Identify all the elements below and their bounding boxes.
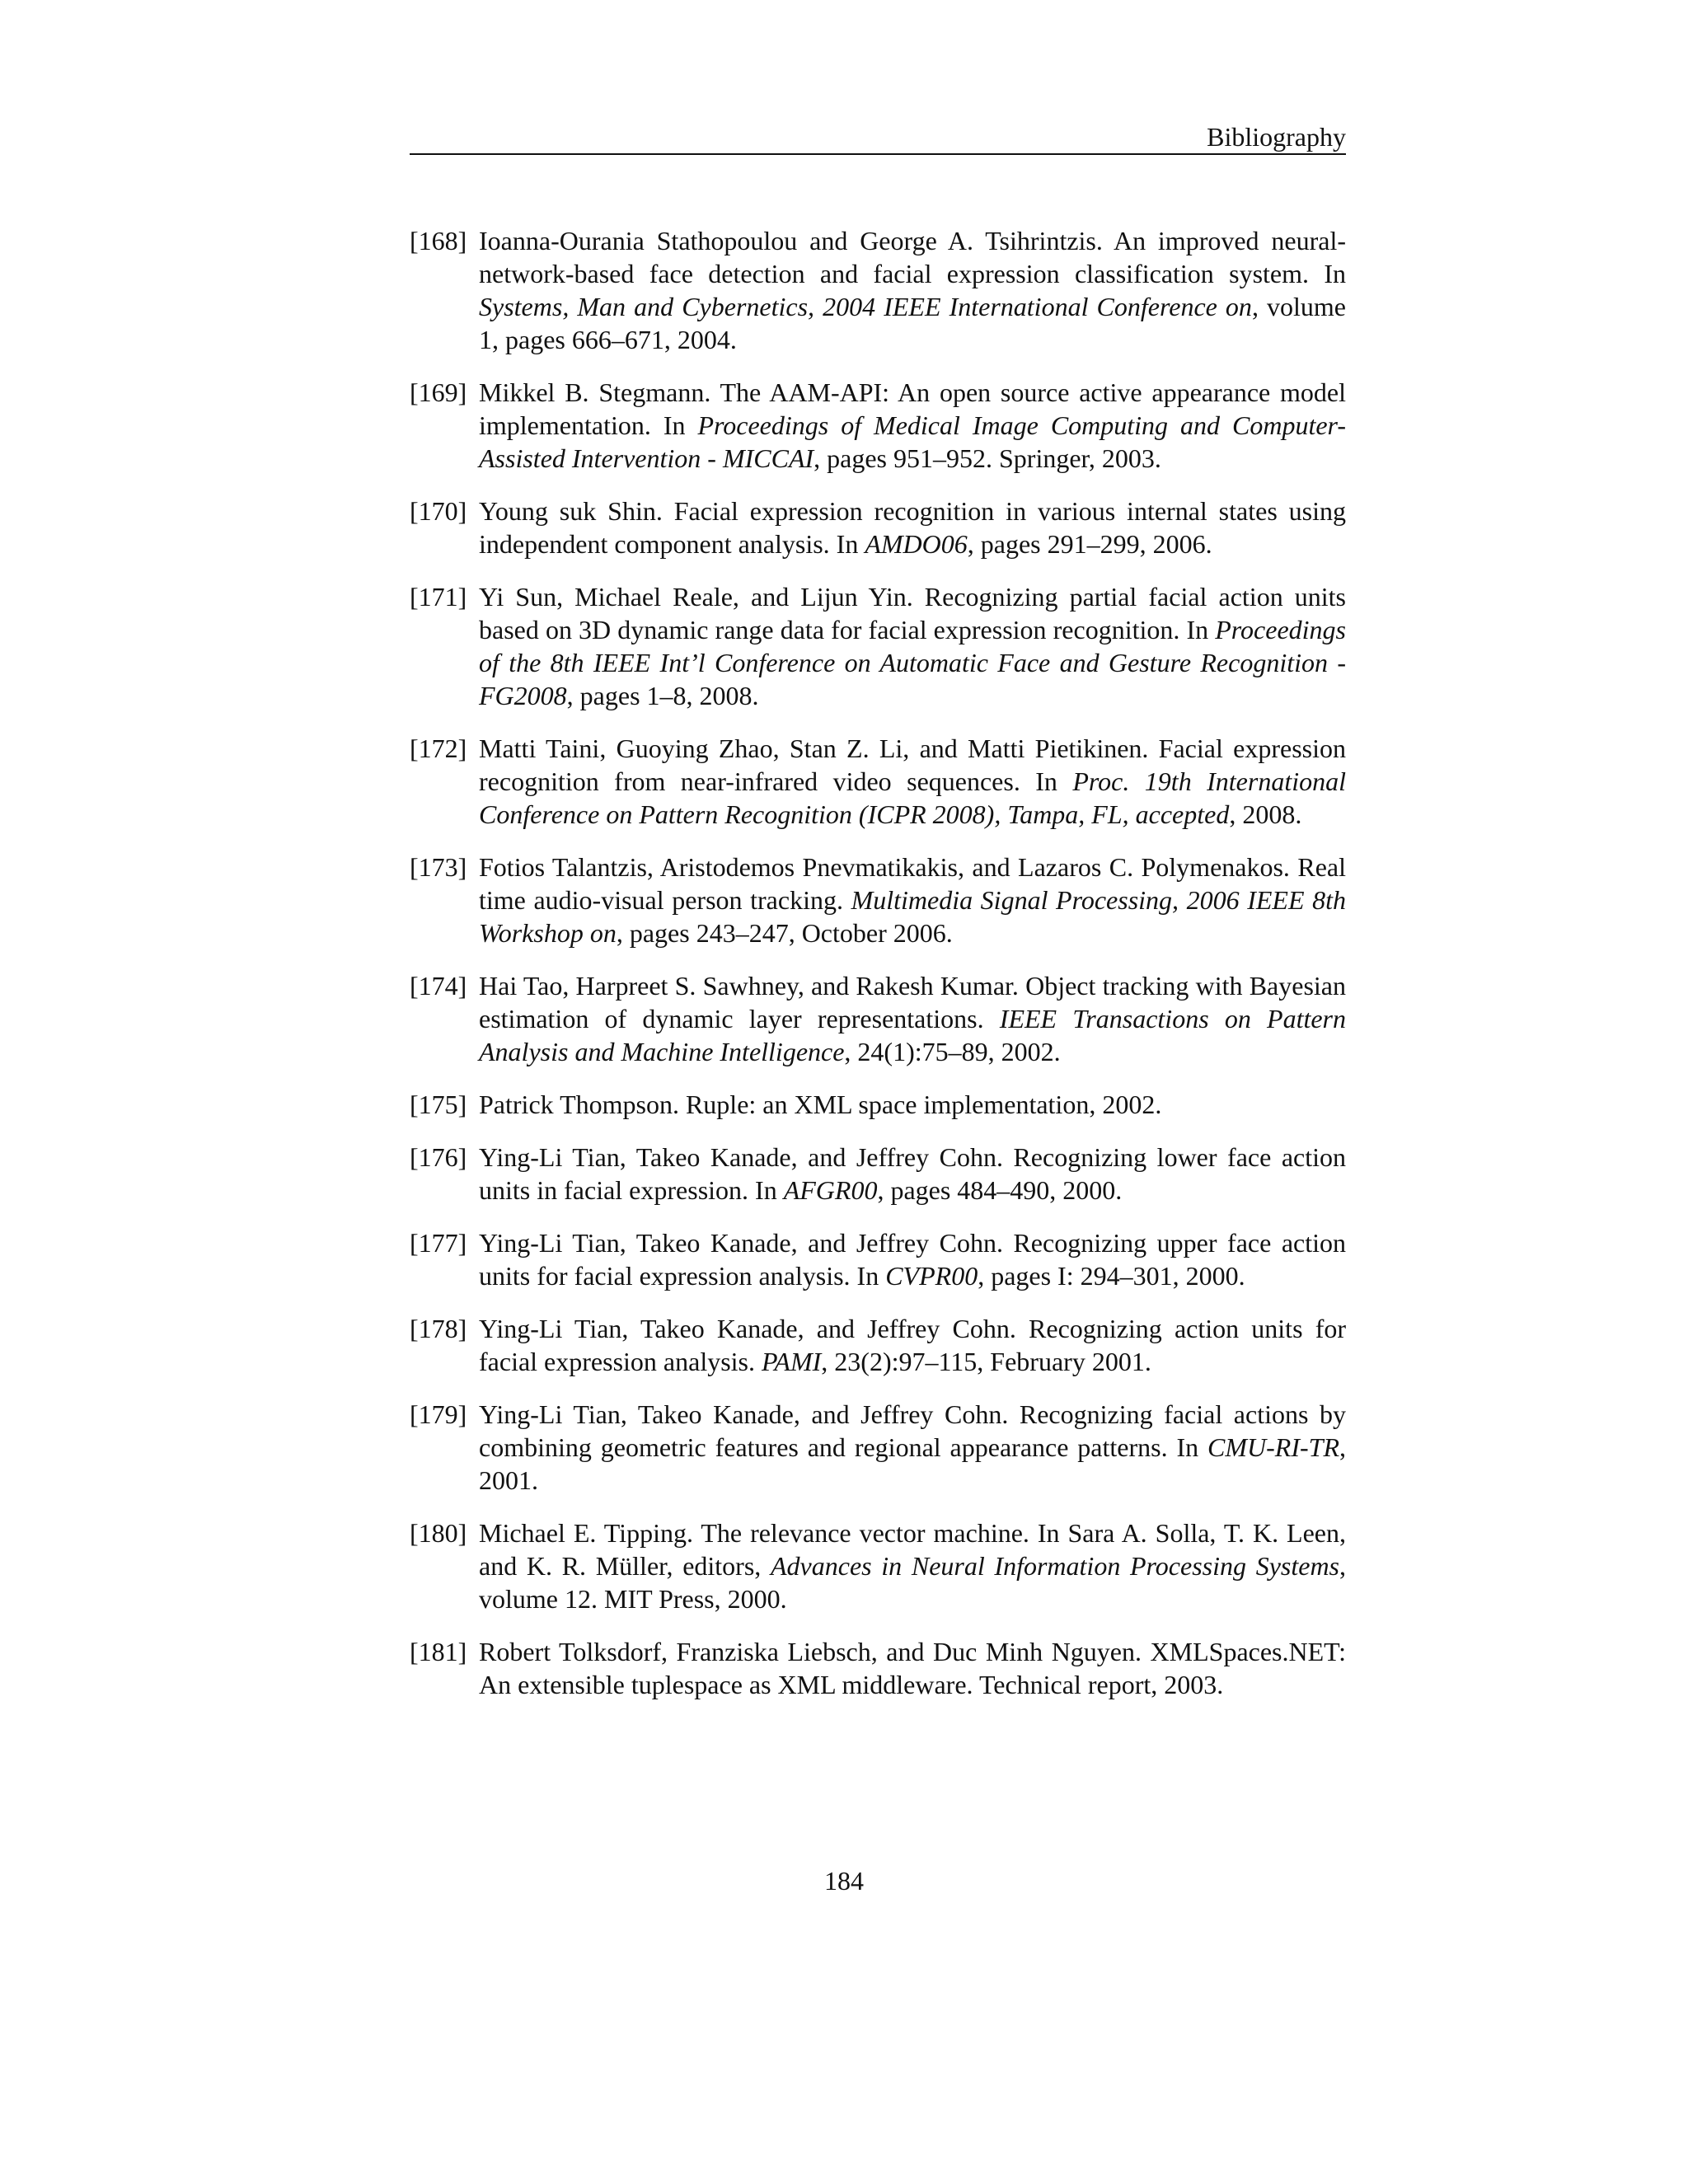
bib-entry-venue: PAMI	[762, 1347, 822, 1376]
bib-entry-venue: Multimedia Signal Processing, 2006 IEEE 8th Workshop on	[479, 885, 1347, 948]
bib-entry-label: [178]	[410, 1314, 467, 1343]
page-number: 184	[824, 1866, 864, 1896]
bib-entry-segment: Young suk Shin. Facial expression recognition in various internal states using independent component analysis. In	[479, 496, 1346, 559]
bib-entry-segment: Ying-Li Tian, Takeo Kanade, and Jeffrey Cohn. Recognizing lower face action units in facial expression. In	[479, 1142, 1346, 1205]
bib-entry-segment: Ioanna-Ourania Stathopoulou and George A. Tsihrintzis. An improved neural-network-based face detection and facial expression classification system. In	[479, 226, 1346, 288]
bib-entry-venue: AMDO06	[865, 529, 968, 559]
bib-entry-label: [175]	[410, 1090, 467, 1119]
bib-entry-segment: Michael E. Tipping. The relevance vector machine. In Sara A. Solla, T. K. Leen, and K. R. Müller, editors,	[479, 1518, 1346, 1581]
bib-entry-text	[479, 580, 1346, 712]
bib-entry-label: [179]	[410, 1399, 467, 1429]
running-header	[410, 115, 1346, 155]
bib-entry-text	[479, 224, 1346, 356]
bib-entry-text	[479, 1635, 1346, 1701]
bib-entry-segment: , 23(2):97–115, February 2001.	[821, 1347, 1151, 1376]
bib-entry-text	[479, 1088, 1346, 1121]
bib-entry-segment: , volume 12. MIT Press, 2000.	[479, 1551, 1347, 1614]
bib-entry-segment: , 24(1):75–89, 2002.	[844, 1037, 1061, 1066]
bib-entry-text	[479, 1398, 1346, 1497]
bib-entry-segment: , pages 951–952. Springer, 2003.	[814, 443, 1161, 473]
bib-entry-text	[479, 1226, 1346, 1292]
bib-entry-segment: , 2001.	[479, 1432, 1346, 1495]
bib-entry	[410, 1312, 1346, 1378]
bib-entry-segment: Yi Sun, Michael Reale, and Lijun Yin. Recognizing partial facial action units based on 3D dynamic range data for facial expression recognition. In	[479, 582, 1346, 644]
bib-entry-venue: Proceedings of the 8th IEEE Int’l Conference on Automatic Face and Gesture Recognition - FG2008	[479, 615, 1346, 710]
bib-entry	[410, 851, 1346, 949]
bib-entry	[410, 1088, 1346, 1121]
bib-entry-text	[479, 851, 1346, 949]
bib-entry-segment: , pages I: 294–301, 2000.	[978, 1261, 1245, 1291]
bib-entry-label: [169]	[410, 377, 467, 407]
bibliography-list	[410, 204, 1346, 1701]
bib-entry	[410, 580, 1346, 712]
bib-entry-segment: , 2008.	[1229, 799, 1302, 829]
bib-entry-text	[479, 494, 1346, 560]
bib-entry-label: [176]	[410, 1142, 467, 1172]
bib-entry-label: [171]	[410, 582, 467, 612]
bib-entry	[410, 1516, 1346, 1615]
bib-entry-segment: Mikkel B. Stegmann. The AAM-API: An open source active appearance model implementation. In	[479, 377, 1346, 440]
bib-entry-segment: Ying-Li Tian, Takeo Kanade, and Jeffrey Cohn. Recognizing facial actions by combining geometric features and regional appearance patterns. In	[479, 1399, 1346, 1462]
bib-entry-text	[479, 732, 1346, 831]
bib-entry-text	[479, 1141, 1346, 1207]
bib-entry	[410, 376, 1346, 475]
bib-entry-segment: Patrick Thompson. Ruple: an XML space implementation, 2002.	[479, 1090, 1162, 1119]
bib-entry-segment: Ying-Li Tian, Takeo Kanade, and Jeffrey Cohn. Recognizing action units for facial expression analysis.	[479, 1314, 1346, 1376]
bib-entry-venue: Proc. 19th International Conference on Pattern Recognition (ICPR 2008), Tampa, FL, accepted	[479, 766, 1347, 829]
bib-entry-text	[479, 1312, 1346, 1378]
bib-entry-venue: CMU-RI-TR	[1207, 1432, 1339, 1462]
bib-entry-label: [180]	[410, 1518, 467, 1548]
bib-entry-venue: AFGR00	[783, 1175, 878, 1205]
bib-entry-label: [172]	[410, 733, 467, 763]
bib-entry	[410, 969, 1346, 1068]
bib-entry-segment: Robert Tolksdorf, Franziska Liebsch, and Duc Minh Nguyen. XMLSpaces.NET: An extensible tuplespace as XML middleware. Technical report, 2003.	[479, 1637, 1346, 1699]
bib-entry-label: [168]	[410, 226, 467, 255]
bib-entry-segment: Hai Tao, Harpreet S. Sawhney, and Rakesh Kumar. Object tracking with Bayesian estimation of dynamic layer representations.	[479, 971, 1346, 1033]
bib-entry-text	[479, 969, 1346, 1068]
bib-entry-segment: , pages 1–8, 2008.	[566, 681, 759, 710]
bib-entry-label: [174]	[410, 971, 467, 1001]
bib-entry-segment: , pages 243–247, October 2006.	[616, 918, 953, 948]
bib-entry-label: [181]	[410, 1637, 467, 1666]
bib-entry-label: [173]	[410, 852, 467, 882]
running-header-title: Bibliography	[1207, 122, 1346, 152]
bib-entry	[410, 1635, 1346, 1701]
bib-entry-segment: , pages 484–490, 2000.	[877, 1175, 1123, 1205]
bib-entry	[410, 1398, 1346, 1497]
bib-entry-venue: Systems, Man and Cybernetics, 2004 IEEE International Conference on	[479, 292, 1252, 321]
bib-entry-segment: Matti Taini, Guoying Zhao, Stan Z. Li, and Matti Pietikinen. Facial expression recognition from near-infrared video sequences. In	[479, 733, 1346, 796]
bib-entry	[410, 732, 1346, 831]
bib-entry	[410, 494, 1346, 560]
bib-entry-segment: Fotios Talantzis, Aristodemos Pnevmatikakis, and Lazaros C. Polymenakos. Real time audio-visual person tracking.	[479, 852, 1346, 915]
bib-entry	[410, 1226, 1346, 1292]
bib-entry-venue: Proceedings of Medical Image Computing and Computer-Assisted Intervention - MICCAI	[479, 410, 1347, 473]
bib-entry-segment: Ying-Li Tian, Takeo Kanade, and Jeffrey Cohn. Recognizing upper face action units for facial expression analysis. In	[479, 1228, 1346, 1291]
bib-entry-venue: IEEE Transactions on Pattern Analysis and Machine Intelligence	[479, 1004, 1347, 1066]
bib-entry	[410, 224, 1346, 356]
bib-entry-venue: Advances in Neural Information Processing Systems	[770, 1551, 1340, 1581]
bib-entry-label: [170]	[410, 496, 467, 526]
bib-entry-text	[479, 376, 1346, 475]
bib-entry-label: [177]	[410, 1228, 467, 1258]
bib-entry-text	[479, 1516, 1346, 1615]
bib-entry-segment: , volume 1, pages 666–671, 2004.	[479, 292, 1347, 354]
bib-entry-segment: , pages 291–299, 2006.	[967, 529, 1212, 559]
bib-entry-venue: CVPR00	[885, 1261, 978, 1291]
bib-entry	[410, 1141, 1346, 1207]
